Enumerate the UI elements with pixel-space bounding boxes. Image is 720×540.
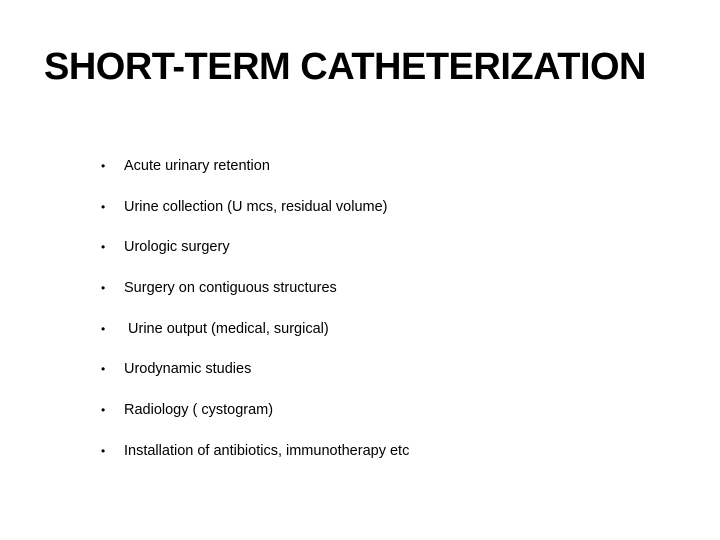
bullet-text: Acute urinary retention — [124, 158, 270, 174]
list-item — [0, 349, 720, 390]
bullet-icon: • — [101, 199, 106, 214]
bullet-text: Installation of antibiotics, immunotherapy etc — [124, 442, 410, 459]
bullet-icon: • — [101, 403, 106, 418]
bullet-text: Radiology ( cystogram) — [124, 402, 274, 419]
bullet-text: Surgery on contiguous structures — [124, 280, 337, 297]
slide-title: SHORT-TERM CATHETERIZATION — [44, 46, 646, 88]
list-item — [0, 268, 720, 309]
list-item — [0, 146, 720, 187]
bullet-icon: • — [101, 240, 106, 255]
list-item — [0, 431, 720, 472]
bullet-icon: • — [101, 443, 106, 458]
bullet-icon: • — [101, 362, 106, 377]
list-item — [0, 390, 720, 431]
bullet-text: Urologic surgery — [124, 239, 230, 256]
bullet-icon: • — [101, 321, 106, 336]
bullet-text: Urodynamic studies — [124, 361, 252, 378]
list-item — [0, 309, 720, 350]
bullet-icon: • — [101, 281, 106, 296]
bullet-icon: • — [101, 159, 106, 173]
list-item — [0, 187, 720, 228]
bullet-text: Urine output (medical, surgical) — [124, 320, 329, 337]
bullet-text: Urine collection (U mcs, residual volume) — [124, 198, 388, 215]
bullet-list — [0, 146, 720, 472]
list-item — [0, 227, 720, 268]
